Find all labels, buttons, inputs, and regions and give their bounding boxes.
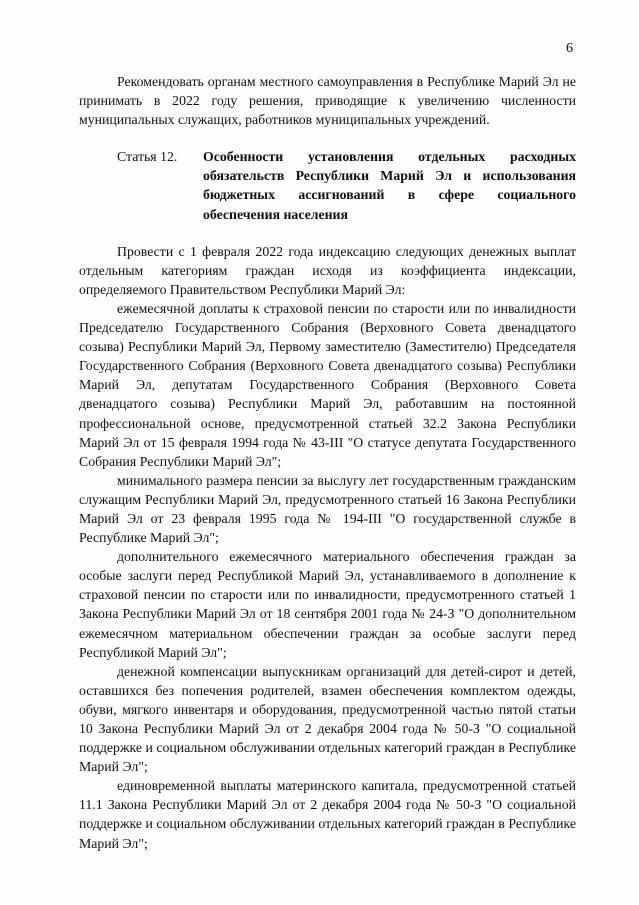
article-title: Особенности установления отдельных расходных обязательств Республики Марий Эл и использования бюджетных ассигнований в сфере социального обеспечения населения bbox=[203, 149, 576, 222]
paragraph-additional-support: дополнительного ежемесячного материального обеспечения граждан за особые заслуги перед Республикой Марий Эл, устанавливаемого в дополнение к страховой пенсии по старости или по инвалидности, предусмотренного статьей 1 Закона Республики Марий Эл от 18 сентября 2001 года № 24-З "О дополнительном ежемесячном материальном обеспечении граждан за особые заслуги перед Республикой Марий Эл"; bbox=[79, 549, 576, 660]
page-number: 6 bbox=[566, 41, 573, 56]
paragraph-orphan-compensation: денежной компенсации выпускникам организаций для детей-сирот и детей, оставшихся без попечения родителей, взамен обеспечения комплектом одежды, обуви, мягкого инвентаря и оборудования, предусмотренной частью пятой статьи 10 Закона Республики Марий Эл от 2 декабря 2004 года № 50-З "О социальной поддержке и социальном обслуживании отдельных категорий граждан в Республике Марий Эл"; bbox=[79, 663, 576, 775]
paragraph-min-pension: минимального размера пенсии за выслугу лет государственным гражданским служащим Республики Марий Эл, предусмотренного статьей 16 Закона Республики Марий Эл от 23 февраля 1995 года № 194-III "О государственной службе в Республике Марий Эл"; bbox=[79, 472, 576, 546]
document-body bbox=[79, 72, 576, 853]
intro-paragraph: Рекомендовать органам местного самоуправления в Республике Марий Эл не принимать в 2022 году решения, приводящие к увеличению численности муниципальных служащих, работников муниципальных учреждений. bbox=[79, 74, 576, 128]
paragraph-maternity-capital: единовременной выплаты материнского капитала, предусмотренной статьей 11.1 Закона Республики Марий Эл от 2 декабря 2004 года № 50-З "О социальной поддержке и социальном обслуживании отдельных категорий граждан в Республике Марий Эл"; bbox=[79, 778, 576, 851]
paragraph-monthly-supplement: ежемесячной доплаты к страховой пенсии по старости или по инвалидности Председателю Государственного Собрания (Верховного Совета двенадцатого созыва) Республики Марий Эл, Первому заместителю (Заместителю) Председателя Государственного Собрания (Верховного Совета двенадцатого созыва) Республики Марий Эл, депутатам Государственного Собрания (Верховного Совета двенадцатого созыва) Республики Марий Эл, работавшим на постоянной профессиональной основе, предусмотренной статьей 32.2 Закона Республики Марий Эл от 15 февраля 1994 года № 43-III "О статусе депутата Государственного Собрания Республики Марий Эл"; bbox=[79, 300, 576, 469]
article-label: Статья 12. bbox=[117, 149, 178, 165]
article-heading bbox=[79, 147, 576, 223]
paragraph-indexation: Провести с 1 февраля 2022 года индексацию следующих денежных выплат отдельным категориям граждан исходя из коэффициента индексации, определяемого Правительством Республики Марий Эл: bbox=[79, 243, 576, 297]
